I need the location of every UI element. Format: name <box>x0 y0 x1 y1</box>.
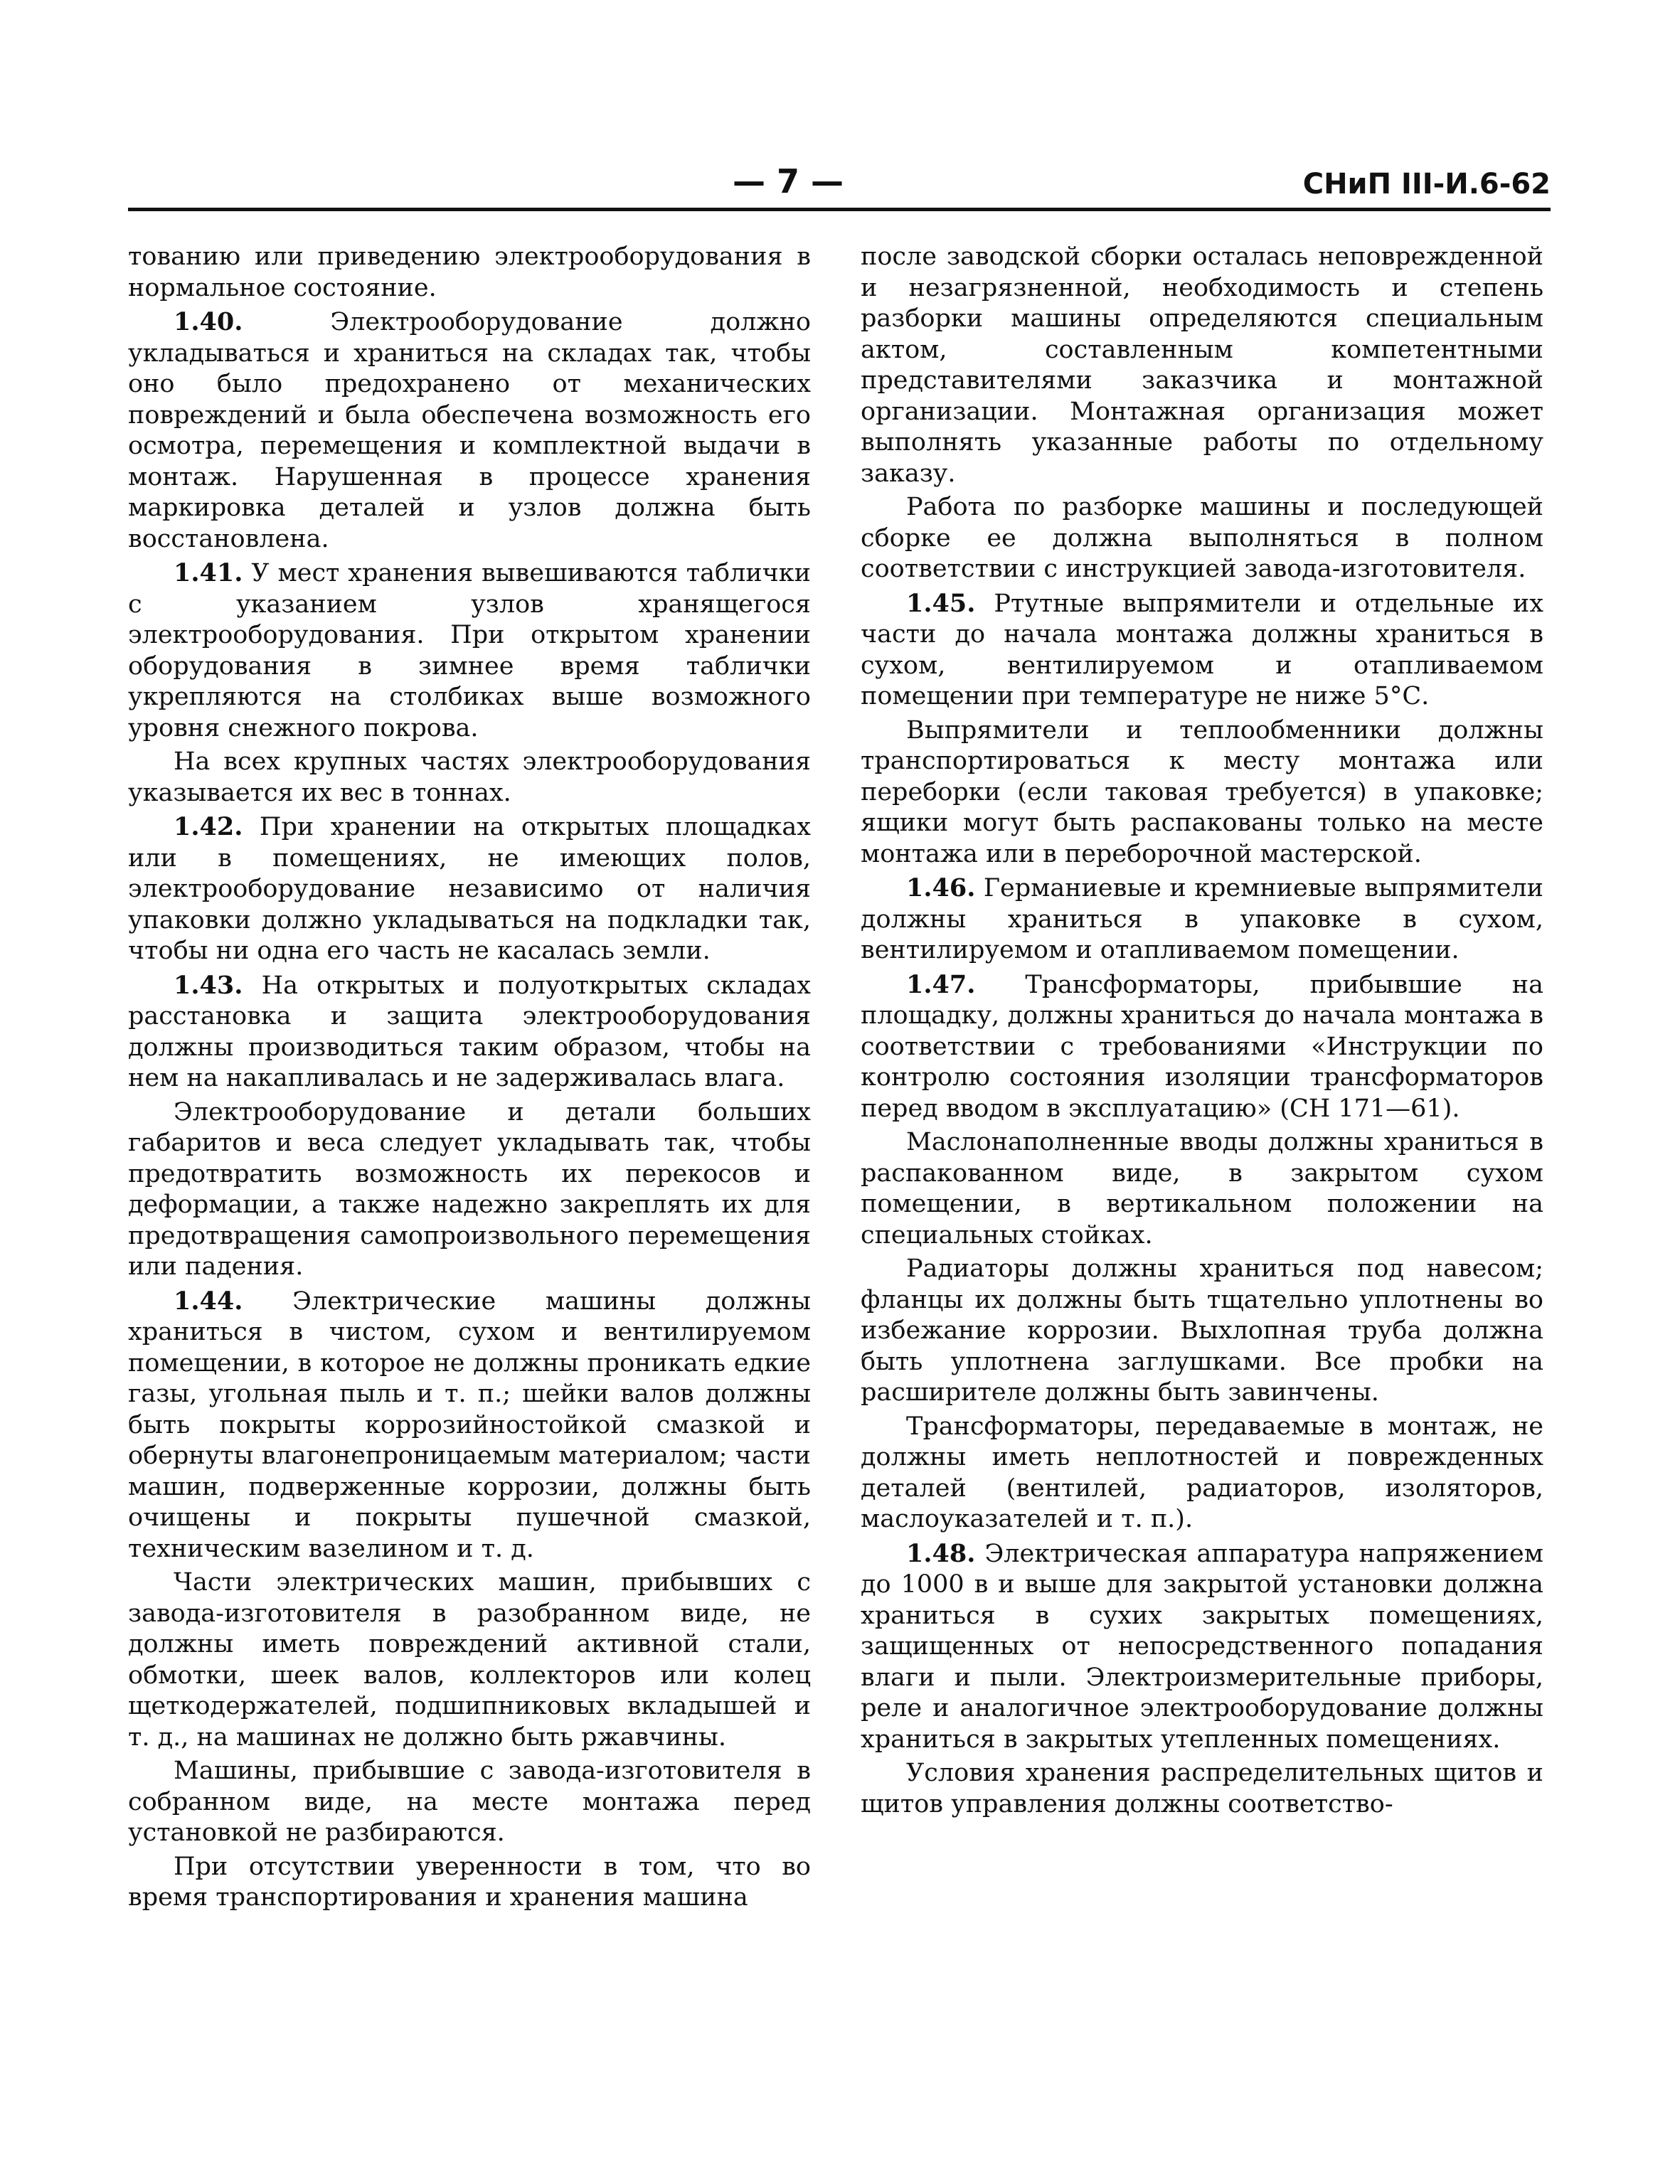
paragraph <box>861 1254 1543 1409</box>
paragraph <box>128 1756 811 1849</box>
paragraph <box>128 307 811 555</box>
document-code: СНиП III-И.6-62 <box>1302 168 1551 201</box>
paragraph-text: При хранении на открытых площадках или в помещениях, не имеющих полов, электрооборудование независимо от наличия упаковки должно укладываться на подкладки так, чтобы ни одна его часть не касалась земли. <box>128 813 811 965</box>
paragraph-text: Электрооборудование и детали больших габаритов и веса следует укладывать так, чтобы предотвратить возможность их перекосов и деформации, а также надежно закреплять их для предотвращения самопроизвольного перемещения или падения. <box>128 1097 811 1281</box>
paragraph-text: На открытых и полуоткрытых складах расстановка и защита электрооборудования должны производиться таким образом, чтобы на нем на накапливалась и не задерживалась влага. <box>128 971 811 1092</box>
paragraph <box>128 242 811 304</box>
page-number: — 7 — <box>733 162 844 201</box>
paragraph <box>861 969 1543 1125</box>
paragraph <box>861 1127 1543 1251</box>
paragraph-text: тованию или приведению электрооборудования в нормальное состояние. <box>128 243 811 302</box>
right-column <box>861 242 1543 1823</box>
clause-number: 1.46. <box>906 873 976 902</box>
clause-number: 1.47. <box>906 969 976 999</box>
paragraph-text: Электрические машины должны храниться в чистом, сухом и вентилируемом помещении, в которое не должны проникать едкие газы, угольная пыль и т. п.; шейки валов должны быть покрыты коррозийностойкой смазкой и обернуты влагонепроницаемым материалом; части машин, подверженные коррозии, должны быть очищены и покрыты пушечной смазкой, техническим вазелином и т. д. <box>128 1287 811 1563</box>
paragraph-text: Трансформаторы, прибывшие на площадку, должны храниться до начала монтажа в соответствии с требованиями «Инструкции по контролю состояния изоляции трансформаторов перед вводом в эксплуатацию» (СН 171—61). <box>861 970 1543 1123</box>
paragraph-text: При отсутствии уверенности в том, что во время транспортирования и хранения машина <box>128 1852 811 1912</box>
paragraph-text: Условия хранения распределительных щитов и щитов управления должны соответство- <box>861 1759 1543 1818</box>
paragraph-text: Германиевые и кремниевые выпрямители должны храниться в упаковке в сухом, вентилируемом и отапливаемом помещении. <box>861 874 1543 964</box>
clause-number: 1.41. <box>174 558 243 587</box>
paragraph <box>128 1852 811 1914</box>
left-column <box>128 242 811 1917</box>
clause-number: 1.40. <box>174 307 243 336</box>
paragraph <box>861 492 1543 585</box>
clause-number: 1.45. <box>906 588 976 618</box>
paragraph-text: Работа по разборке машины и последующей сборке ее должна выполняться в полном соответствии с инструкцией завода-изготовителя. <box>861 493 1543 583</box>
paragraph <box>861 1758 1543 1820</box>
page-header <box>128 156 1551 206</box>
clause-number: 1.44. <box>174 1286 243 1316</box>
paragraph-text: Электрическая аппаратура напряжением до 1000 в и выше для закрытой установки должна храниться в сухих закрытых помещениях, защищенных от непосредственного попадания влаги и пыли. Электроизмерительные приборы, реле и аналогичное электрооборудование должны храниться в закрытых утепленных помещениях. <box>861 1539 1543 1754</box>
paragraph-text: после заводской сборки осталась неповрежденной и незагрязненной, необходимость и степень разборки машины определяются специальным актом, составленным компетентными представителями заказчика и монтажной организации. Монтажная организация может выполнять указанные работы по отдельному заказу. <box>861 243 1543 488</box>
paragraph <box>128 558 811 744</box>
paragraph <box>861 588 1543 713</box>
paragraph <box>128 811 811 967</box>
paragraph-text: Электрооборудование должно укладываться и храниться на складах так, чтобы оно было предохранено от механических повреждений и была обеспечена возможность его осмотра, перемещения и комплектной выдачи в монтаж. Нарушенная в процессе хранения маркировка деталей и узлов должна быть восстановлена. <box>128 308 811 553</box>
paragraph <box>128 1097 811 1283</box>
paragraph <box>128 747 811 809</box>
paragraph <box>861 1538 1543 1756</box>
paragraph-text: Трансформаторы, передаваемые в монтаж, не должны иметь неплотностей и поврежденных деталей (вентилей, радиаторов, изоляторов, маслоуказателей и т. п.). <box>861 1412 1543 1533</box>
paragraph-text: Машины, прибывшие с завода-изготовителя в собранном виде, на месте монтажа перед установкой не разбираются. <box>128 1757 811 1847</box>
paragraph <box>128 1567 811 1753</box>
paragraph-text: Части электрических машин, прибывших с завода-изготовителя в разобранном виде, не должны иметь повреждений активной стали, обмотки, шеек валов, коллекторов или колец щеткодержателей, подшипниковых вкладышей и т. д., на машинах не должно быть ржавчины. <box>128 1568 811 1752</box>
paragraph-text: У мест хранения вывешиваются таблички с указанием узлов хранящегося электрооборудования. При открытом хранении оборудования в зимнее время таблички укрепляются на столбиках выше возможного уровня снежного покрова. <box>128 559 811 742</box>
paragraph-text: Радиаторы должны храниться под навесом; фланцы их должны быть тщательно уплотнены во избежание коррозии. Выхлопная труба должна быть уплотнена заглушками. Все пробки на расширителе должны быть завинчены. <box>861 1255 1543 1407</box>
paragraph <box>861 1412 1543 1535</box>
paragraph-text: На всех крупных частях электрооборудования указывается их вес в тоннах. <box>128 747 811 807</box>
paragraph <box>861 715 1543 870</box>
clause-number: 1.42. <box>174 812 243 841</box>
paragraph-text: Ртутные выпрямители и отдельные их части до начала монтажа должны храниться в сухом, вентилируемом и отапливаемом помещении при температуре не ниже 5°С. <box>861 589 1543 710</box>
paragraph-text: Выпрямители и теплообменники должны транспортироваться к месту монтажа или переборки (если таковая требуется) в упаковке; ящики могут быть распакованы только на месте монтажа или в переборочной мастерской. <box>861 715 1543 868</box>
paragraph-text: Маслонаполненные вводы должны храниться в распакованном виде, в закрытом сухом помещении, в вертикальном положении на специальных стойках. <box>861 1128 1543 1250</box>
paragraph <box>128 970 811 1094</box>
paragraph <box>128 1286 811 1565</box>
paragraph <box>861 873 1543 966</box>
clause-number: 1.43. <box>174 970 243 1000</box>
header-rule <box>128 208 1551 211</box>
paragraph <box>861 242 1543 489</box>
clause-number: 1.48. <box>906 1538 976 1568</box>
